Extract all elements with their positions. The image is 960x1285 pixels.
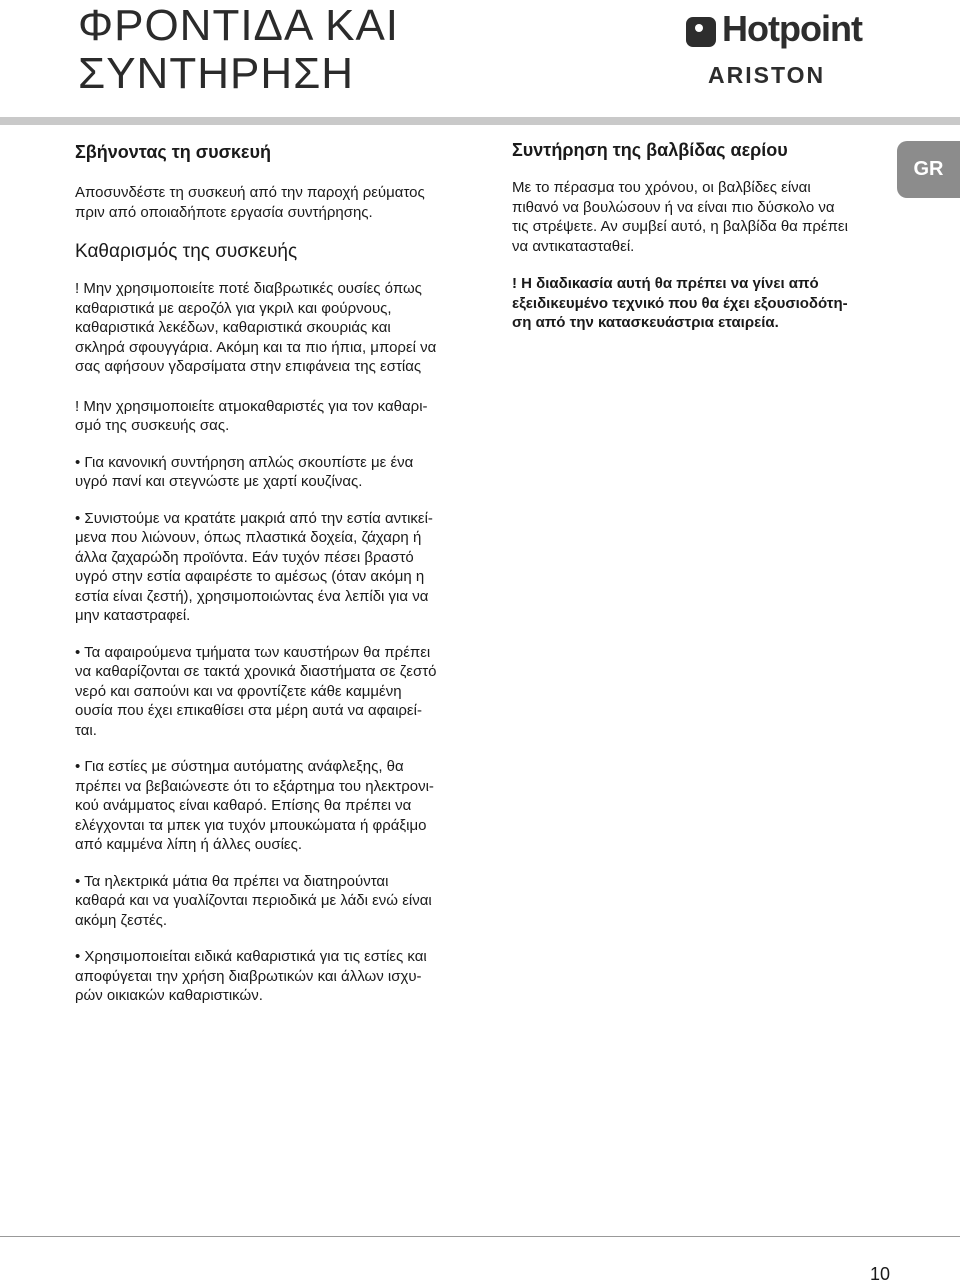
text-line: • Για εστίες με σύστημα αυτόματης ανάφλεξης, θα [75, 758, 404, 775]
text-line: • Για κανονική συντήρηση απλώς σκουπίστε με ένα [75, 453, 414, 471]
text-line: πρέπει να βεβαιώνεστε ότι το εξάρτημα του ηλεκτρονι- [75, 777, 434, 795]
page-number: 10 [870, 1264, 891, 1284]
text-line: ! Η διαδικασία αυτή θα πρέπει να γίνει από [512, 275, 819, 292]
page-title-line-1: ΦΡΟΝΤΙΔΑ ΚΑΙ [78, 1, 400, 50]
bullet-item [75, 453, 465, 492]
section-heading-switching-off: Σβήνοντας τη συσκευή [75, 142, 271, 162]
text-line: • Συνιστούμε να κρατάτε μακριά από την εστία αντικεί- [75, 509, 433, 527]
logo-sub-text: ARISTON [708, 62, 826, 88]
bullet-item [75, 872, 465, 931]
text-line: καθαρά και να γυαλίζονται περιοδικά με λάδι ενώ είναι [75, 892, 432, 909]
logo-brand-text: Hotpoint [722, 8, 862, 49]
text-line: να αντικατασταθεί. [512, 237, 635, 255]
footer-rule [0, 1236, 960, 1237]
text-line: μενα που λιώνουν, όπως πλαστικά δοχεία, ζάχαρη ή [75, 529, 422, 546]
text-line: • Χρησιμοποιείται ειδικά καθαριστικά για τις εστίες και [75, 948, 427, 965]
text-line: αποφύγεται την χρήση διαβρωτικών και άλλων ισχυ- [75, 967, 422, 985]
paragraph [512, 178, 880, 256]
text-line: ται. [75, 721, 97, 739]
text-line: σκληρά σφουγγάρια. Ακόμη και τα πιο ήπια, μπορεί να [75, 338, 437, 356]
bullet-item [75, 757, 465, 855]
text-line: κού ανάμματος είναι καθαρό. Επίσης θα πρέπει να [75, 797, 412, 814]
text-line: σας αφήσουν γδαρσίματα στην επιφάνεια της εστίας [75, 358, 422, 375]
text-line: ουσία που έχει επικαθίσει στα μέρη αυτά να αφαιρεί- [75, 702, 422, 719]
section-heading-cleaning: Καθαρισμός της συσκευής [75, 241, 298, 262]
text-line: Αποσυνδέστε τη συσκευή από την παροχή ρεύματος [75, 184, 425, 201]
warning-paragraph [75, 397, 465, 436]
text-line: καθαριστικά με αεροζόλ για γκριλ και φούρνους, [75, 299, 392, 317]
warning-paragraph [75, 279, 465, 377]
text-line: πιθανό να βουλώσουν ή να είναι πιο δύσκολο να [512, 198, 835, 216]
bullet-item [75, 947, 465, 1006]
text-line: υγρό πανί και στεγνώστε με χαρτί κουζίνας. [75, 473, 363, 490]
text-line: καθαριστικά λεκέδων, καθαριστικά σκουριάς και [75, 319, 391, 336]
text-line: υγρό στην εστία αφαιρέστε το αμέσως (όταν ακόμη η [75, 568, 425, 585]
text-line: ση από την κατασκευάστρια εταιρεία. [512, 314, 779, 331]
text-line: να καθαρίζονται σε τακτά χρονικά διαστήματα σε ζεστό [75, 663, 437, 680]
warning-paragraph [512, 274, 880, 333]
text-line: ελέγχονται τα μπεκ για τυχόν μπουκώματα ή φράξιμο [75, 816, 427, 834]
text-line: Με το πέρασμα του χρόνου, οι βαλβίδες είναι [512, 179, 811, 196]
page-title-line-2: ΣΥΝΤΗΡΗΣΗ [78, 49, 355, 98]
text-line: ακόμη ζεστές. [75, 911, 168, 929]
text-line: άλλα ζαχαρώδη προϊόντα. Εάν τυχόν πέσει βραστό [75, 548, 414, 566]
text-line: μην καταστραφεί. [75, 607, 191, 624]
bullet-item [75, 509, 465, 626]
text-line: πριν από οποιαδήποτε εργασία συντήρησης. [75, 203, 373, 221]
text-line: • Τα αφαιρούμενα τμήματα των καυστήρων θα πρέπει [75, 643, 431, 661]
text-line: τις στρέψετε. Αν συμβεί αυτό, η βαλβίδα θα πρέπει [512, 218, 848, 235]
brand-logo [686, 8, 872, 90]
paragraph [75, 183, 465, 222]
header-rule [0, 117, 960, 125]
text-line: εστία είναι ζεστή), χρησιμοποιώντας ένα λεπίδι για να [75, 587, 429, 605]
text-line: • Τα ηλεκτρικά μάτια θα πρέπει να διατηρούνται [75, 872, 389, 890]
hotpoint-mark-icon [686, 17, 716, 47]
text-line: νερό και σαπούνι και να φροντίζετε κάθε καμμένη [75, 682, 402, 700]
section-heading-gas-valve: Συντήρηση της βαλβίδας αερίου [512, 140, 788, 160]
language-badge: GR [897, 141, 960, 198]
left-column [75, 140, 465, 1006]
text-line: εξειδικευμένο τεχνικό που θα έχει εξουσιοδότη- [512, 294, 848, 312]
text-line: σμό της συσκευής σας. [75, 417, 230, 434]
text-line: από καμμένα λίπη ή άλλες ουσίες. [75, 836, 303, 853]
text-line: ρών οικιακών καθαριστικών. [75, 987, 263, 1004]
bullet-item [75, 643, 465, 741]
right-column [512, 138, 880, 333]
text-line: ! Μην χρησιμοποιείτε ποτέ διαβρωτικές ουσίες όπως [75, 280, 422, 297]
page-title [78, 2, 399, 98]
text-line: ! Μην χρησιμοποιείτε ατμοκαθαριστές για τον καθαρι- [75, 397, 428, 415]
